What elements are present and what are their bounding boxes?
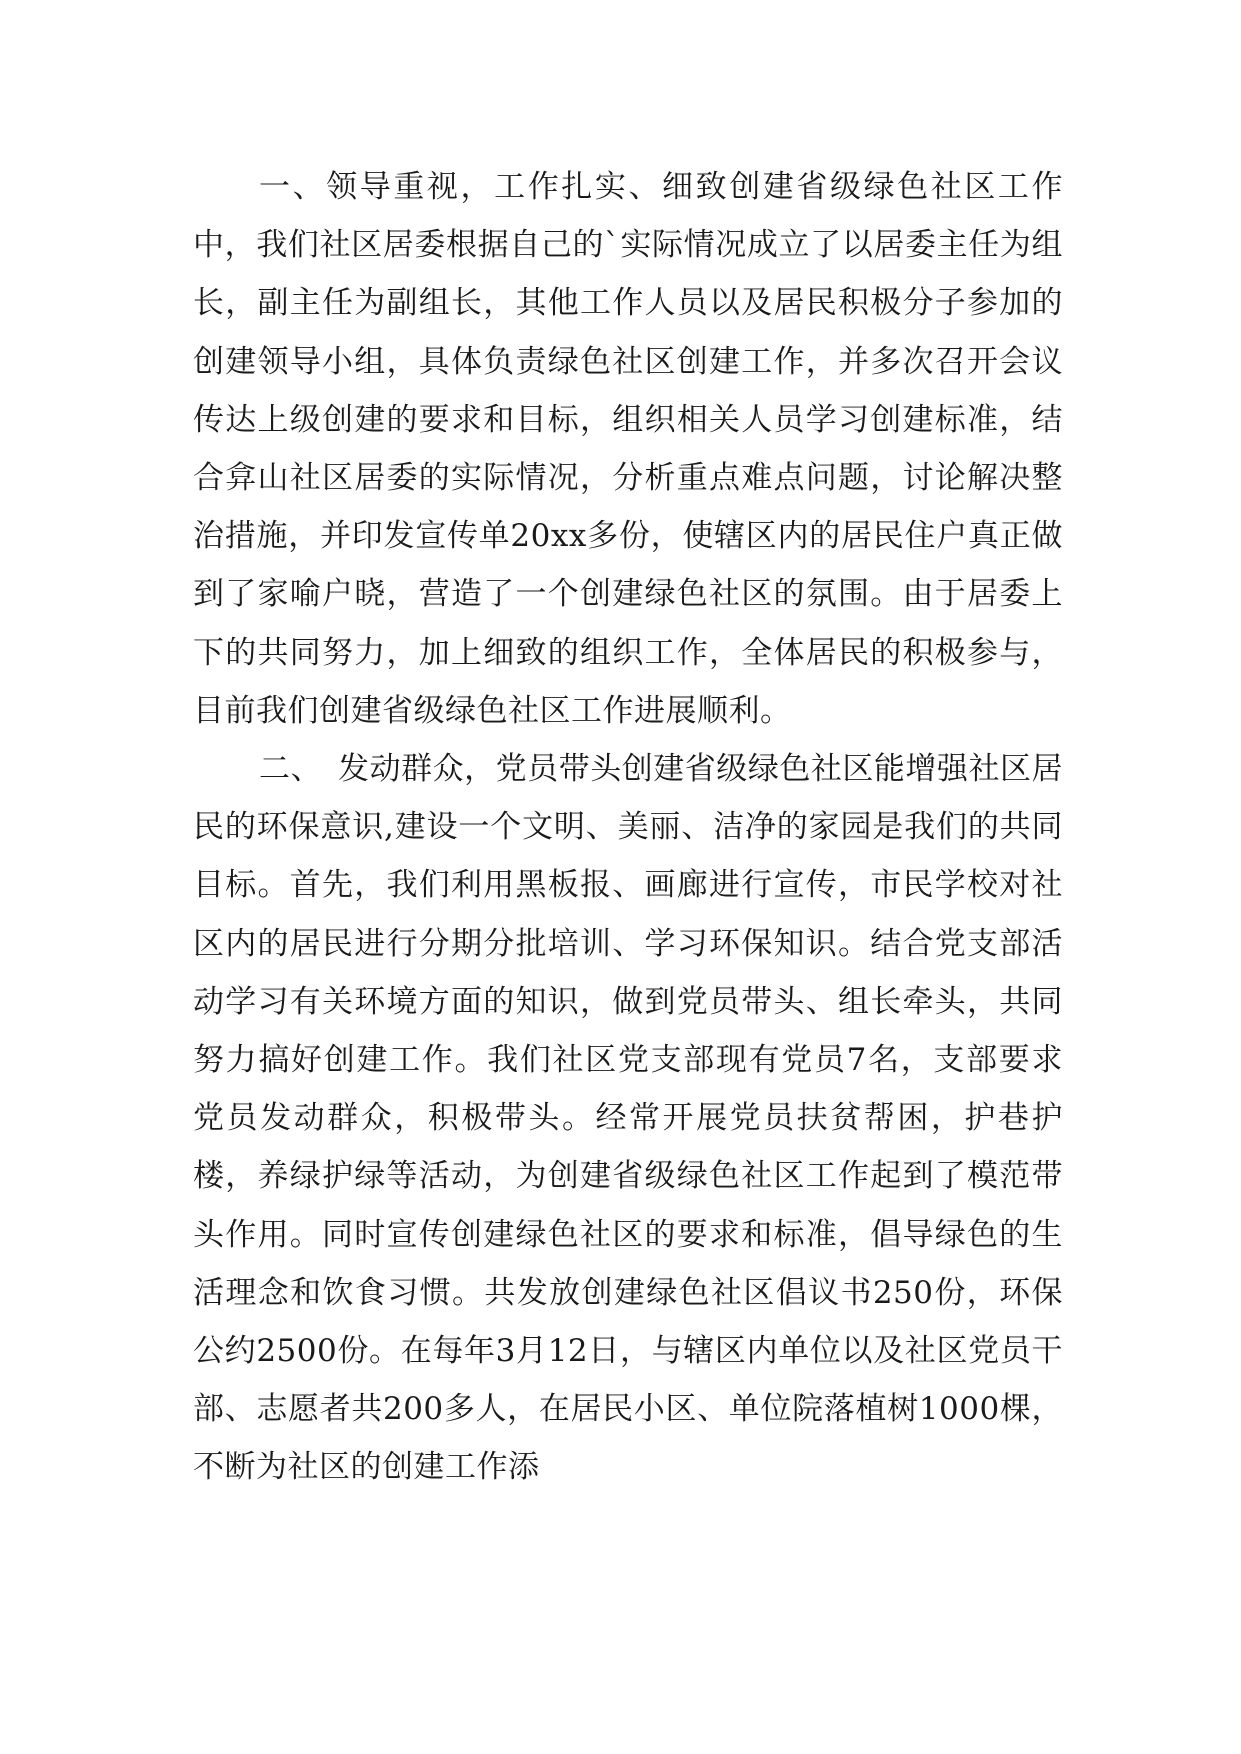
paragraph-leadership: 一、领导重视，工作扎实、细致创建省级绿色社区工作中，我们社区居委根据自己的`实际情况成立了以居委主任为组长，副主任为副组长，其他工作人员以及居民积极分子参加的创建领导小组，具体负责绿色社区创建工作，并多次召开会议传达上级创建的要求和目标，组织相关人员学习创建标准，结合弇山社区居委的实际情况，分析重点难点问题，讨论解决整治措施，并印发宣传单20xx多份，使辖区内的居民住户真正做到了家喻户晓，营造了一个创建绿色社区的氛围。由于居委上下的共同努力，加上细致的组织工作，全体居民的积极参与，目前我们创建省级绿色社区工作进展顺利。 (193, 169, 1063, 729)
document-body (193, 158, 1063, 1497)
paragraph-mobilize-masses: 二、 发动群众，党员带头创建省级绿色社区能增强社区居民的环保意识,建设一个文明、美丽、洁净的家园是我们的共同目标。首先，我们利用黑板报、画廊进行宣传，市民学校对社区内的居民进行分期分批培训、学习环保知识。结合党支部活动学习有关环境方面的知识，做到党员带头、组长牵头，共同努力搞好创建工作。我们社区党支部现有党员7名，支部要求党员发动群众，积极带头。经常开展党员扶贫帮困，护巷护楼，养绿护绿等活动，为创建省级绿色社区工作起到了模范带头作用。同时宣传创建绿色社区的要求和标准，倡导绿色的生活理念和饮食习惯。共发放创建绿色社区倡议书250份，环保公约2500份。在每年3月12日，与辖区内单位以及社区党员干部、志愿者共200多人，在居民小区、单位院落植树1000棵，不断为社区的创建工作添 (193, 751, 1063, 1486)
